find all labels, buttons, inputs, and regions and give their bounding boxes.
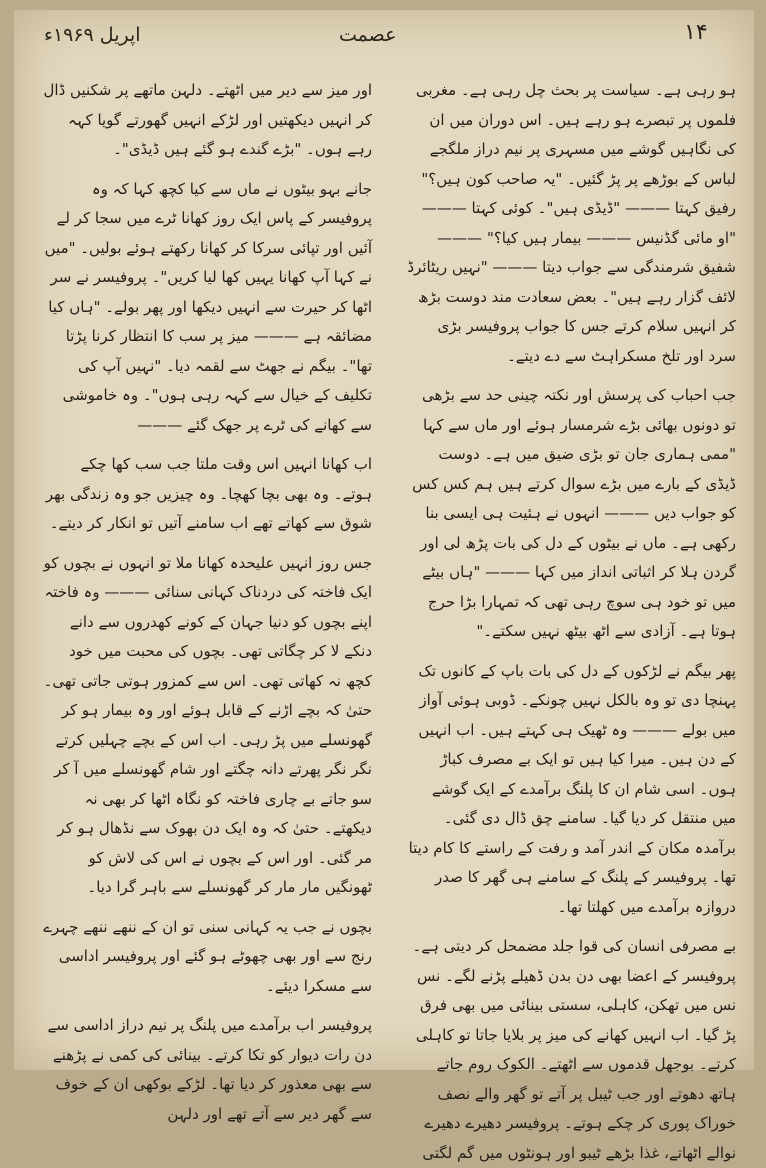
paragraph: جانے بہو بیٹوں نے ماں سے کیا کچھ کہا کہ وہ پروفیسر کے پاس ایک روز کھانا ٹرے میں سجا کر لے آئیں اور تپائی سرکا کر کھانا رکھتے ہوئے بولیں۔ "میں نے کہا آپ کھانا یہیں کھا لیا کریں"۔ پروفیسر نے سر اٹھا کر حیرت سے انہیں دیکھا اور پھر بولے۔ "ہاں کیا مضائقہ ہے ——— میز پر سب کا انتظار کرنا پڑتا تھا"۔ بیگم نے جھٹ سے لقمہ دیا۔ "نہیں آپ کی تکلیف کے خیال سے کہہ رہی ہوں"۔ وہ خاموشی سے کھانے کی ٹرے پر جھک گئے ——— [44,179,372,434]
paragraph: پروفیسر اب برآمدے میں پلنگ پر نیم دراز اداسی سے دن رات دیوار کو تکا کرتے۔ بینائی کی کمی نے پڑھنے سے بھی معذور کر دیا تھا۔ لڑکے بوکھی ان کے خوف سے گھر دیر سے آتے تھے اور دلہن [47,1016,372,1123]
paragraph: اب کھانا انہیں اس وقت ملتا جب سب کھا چکے ہوتے۔ وہ بھی بچا کھچا۔ وہ چیزیں جو وہ زندگی بھر شوق سے کھاتے تھے اب سامنے آتیں تو انکار کر دیتے۔ [45,455,372,532]
paragraph: جب احباب کی پرسش اور نکتہ چینی حد سے بڑھی تو دونوں بھائی بڑے شرمسار ہوئے اور ماں سے کہا "ممی ہماری جان تو بڑی ضیق میں ہے۔ دوست ڈیڈی کے بارے میں بڑے سوال کرتے ہیں ہم کس کس کو جواب دیں ——— انہوں نے ہئیت ہی ایسی بنا رکھی ہے۔ ماں نے بیٹوں کے دل کی بات پڑھ لی اور گردن ہلا کر اثباتی انداز میں کہا ——— "ہاں بیٹے میں تو خود ہی سوچ رہی تھی کہ تمہارا بڑا حرج ہوتا ہے۔ آزادی سے اٹھ بیٹھ نہیں سکتے۔" [412,386,736,640]
paragraph: اور میز سے دیر میں اٹھتے۔ دلہن ماتھے پر شکنیں ڈال کر انہیں دیکھتیں اور لڑکے انہیں گھورتے گویا کہہ رہے ہوں۔ "بڑے گندے ہو گئے ہیں ڈیڈی"۔ [43,81,372,158]
paragraph: پھر بیگم نے لڑکوں کے دل کی بات باپ کے کانوں تک پہنچا دی تو وہ بالکل نہیں چونکے۔ ڈوبی ہوئی آواز میں بولے ——— وہ ٹھیک ہی کہتے ہیں۔ اب انہیں کے دن ہیں۔ میرا کیا ہیں تو ایک بے مصرف کباڑ ہوں۔ اسی شام ان کا پلنگ برآمدے کے ایک گوشے میں منتقل کر دیا گیا۔ سامنے چق ڈال دی گئی۔ برآمدہ مکان کے اندر آمد و رفت کے راستے کا کام دیتا تھا۔ پروفیسر کے پلنگ کے سامنے ہی گھر کا صدر دروازہ برآمدے میں کھلتا تھا۔ [408,661,736,916]
left-column [42,76,372,1123]
magazine-page [14,10,754,1162]
paragraph: بچوں نے جب یہ کہانی سنی تو ان کے ننھے ننھے چہرے رنج سے اور بھی چھوٹے ہو گئے اور پروفیسر اداسی سے مسکرا دیئے۔ [43,917,372,995]
paragraph: ہو رہی ہے۔ سیاست پر بحث چل رہی ہے۔ مغربی فلموں پر تبصرے ہو رہے ہیں۔ اس دوران میں ان کی نگاہیں گوشے میں مسہری پر نیم دراز ملگجے لباس کے بوڑھے پر پڑ گئیں۔ "یہ صاحب کون ہیں؟" رفیق کہتا ——— "ڈیڈی ہیں"۔ کوئی کہتا ——— "او مائی گڈنیس ——— بیمار ہیں کیا؟" ——— شفیق شرمندگی سے جواب دیتا ——— "نہیں ریٹائرڈ لائف گزار رہے ہیں"۔ بعض سعادت مند دوست بڑھ کر انہیں سلام کرتے جس کا جواب پروفیسر بڑی سرد اور تلخ مسکراہٹ سے دے دیتے۔ [407,81,736,365]
issue-date: اپریل ۱۹۶۹ء [44,24,141,46]
right-column [406,76,736,1162]
page-number: ۱۴ [684,20,708,45]
paragraph: بے مصرفی انسان کی قوا جلد مضمحل کر دیتی ہے۔ پروفیسر کے اعضا بھی دن بدن ڈھیلے پڑنے لگے۔ نس نس میں تھکن، کاہلی، سستی بینائی میں بھی فرق پڑ گیا۔ اب انہیں کھانے کی میز پر بلایا جاتا تو کاہلی کرتے۔ بوجھل قدموں سے اٹھتے۔ الکوک روم جاتے ہاتھ دھوتے اور جب ٹیبل پر آتے تو گھر والے نصف خوراک پوری کر چکے ہوتے۔ پروفیسر دھیرے دھیرے نوالے اٹھاتے، غذا بڑھے ٹیبو اور ہونٹوں میں گم لگتی [412,937,736,1162]
paragraph: جس روز انہیں علیحدہ کھانا ملا تو انہوں نے بچوں کو ایک فاختہ کی دردناک کہانی سنائی ——— وہ فاختہ اپنے بچوں کو دنیا جہان کے کونے کھدروں سے دانے دنکے لا کر چگاتی تھی۔ بچوں کی محبت میں خود کچھ نہ کھاتی تھی۔ اس سے کمزور ہوتی جاتی تھی۔ حتیٰ کہ بچے اڑنے کے قابل ہوئے اور وہ بیمار ہو کر گھونسلے میں پڑ رہی۔ اب اس کے بچے چہلیں کرتے نگر نگر پھرتے دانہ چگتے اور شام گھونسلے میں آ کر سو جاتے بے چاری فاختہ کو نگاہ اٹھا کر بھی نہ دیکھتے۔ حتیٰ کہ وہ ایک دن بھوک سے نڈھال ہو کر مر گئی۔ اور اس کے بچوں نے اس کی لاش کو ٹھونگیں مار مار کر گھونسلے سے باہر گرا دیا۔ [43,553,372,896]
magazine-title: عصمت [339,24,397,46]
page-header [14,10,754,70]
